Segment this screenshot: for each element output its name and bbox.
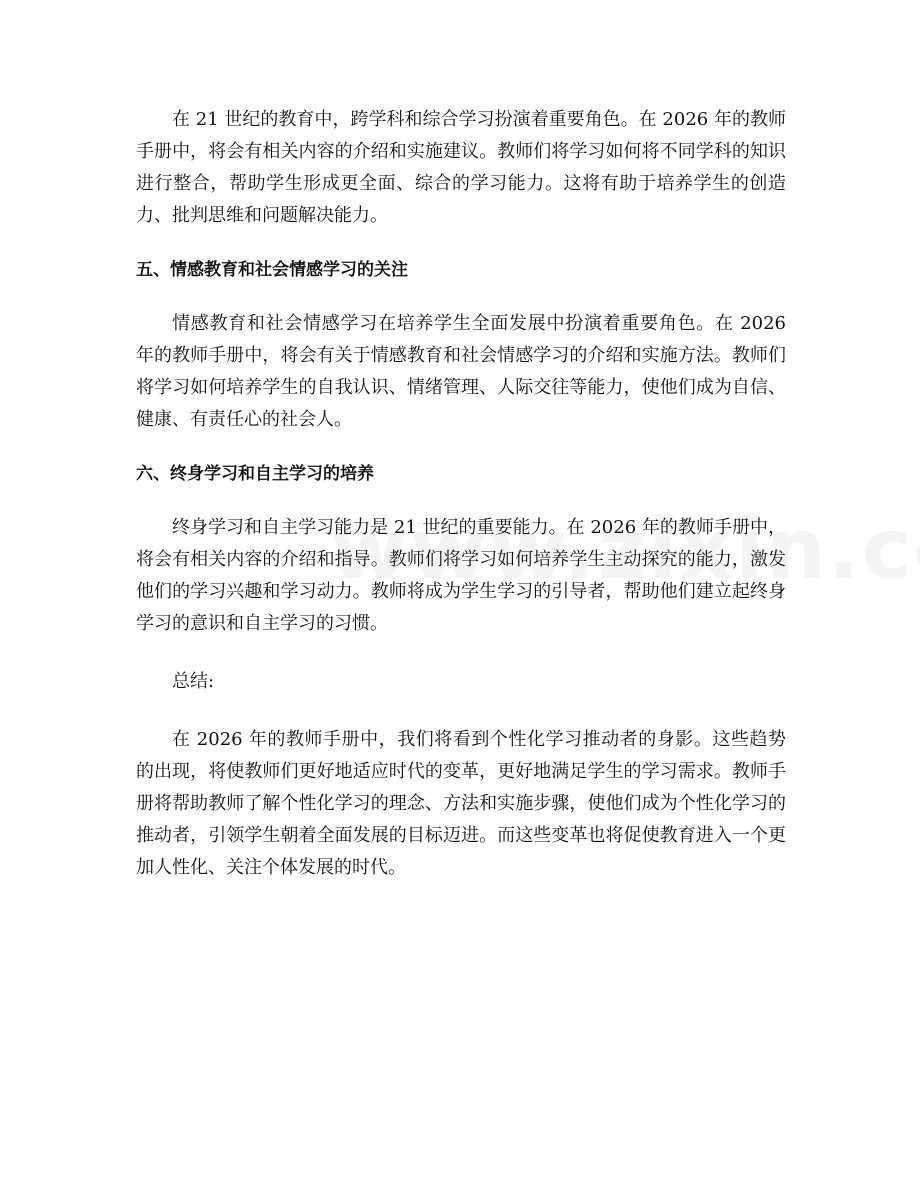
paragraph-lifelong-learning: 终身学习和自主学习能力是 21 世纪的重要能力。在 2026 年的教师手册中，将会有相关内容的介绍和指导。教师们将学习如何培养学生主动探究的能力，激发他们的学习兴趣和学习动力。教师将成为学生学习的引导者，帮助他们建立起终身学习的意识和自主学习的习惯。 — [136, 517, 786, 634]
paragraph-interdisciplinary: 在 21 世纪的教育中，跨学科和综合学习扮演着重要角色。在 2026 年的教师手册中，将会有相关内容的介绍和实施建议。教师们将学习如何将不同学科的知识进行整合，帮助学生形成更全面、综合的学习能力。这将有助于培养学生的创造力、批判思维和问题解决能力。 — [136, 109, 786, 226]
document-body — [136, 104, 786, 884]
paragraph-emotional-education: 情感教育和社会情感学习在培养学生全面发展中扮演着重要角色。在 2026 年的教师手册中，将会有关于情感教育和社会情感学习的介绍和实施方法。教师们将学习如何培养学生的自我认识、情绪管理、人际交往等能力，使他们成为自信、健康、有责任心的社会人。 — [136, 313, 786, 430]
paragraph-summary: 在 2026 年的教师手册中，我们将看到个性化学习推动者的身影。这些趋势的出现，将使教师们更好地适应时代的变革，更好地满足学生的学习需求。教师手册将帮助教师了解个性化学习的理念、方法和实施步骤，使他们成为个性化学习的推动者，引领学生朝着全面发展的目标迈进。而这些变革也将促使教育进入一个更加人性化、关注个体发展的时代。 — [136, 729, 786, 878]
section-heading-6: 六、终身学习和自主学习的培养 — [136, 464, 374, 484]
section-heading-5: 五、情感教育和社会情感学习的关注 — [136, 260, 408, 280]
summary-label: 总结: — [172, 671, 215, 692]
